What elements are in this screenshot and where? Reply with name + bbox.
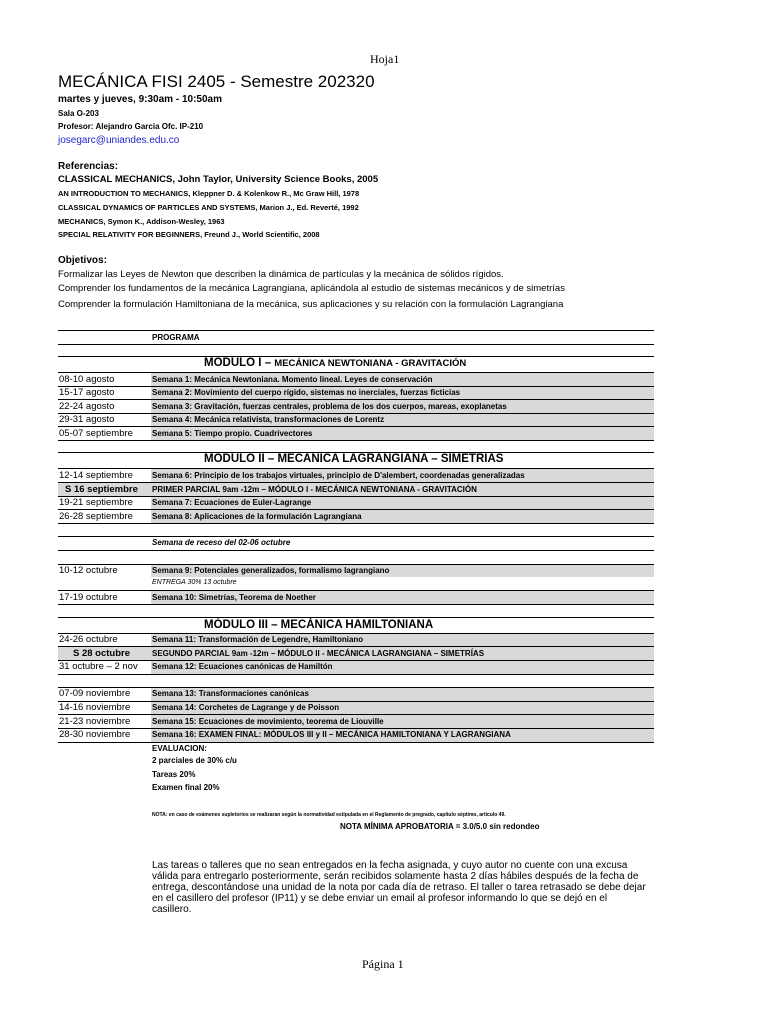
row-date: 28-30 noviembre [59,729,131,740]
table-rule [58,386,654,387]
reference-item: CLASSICAL DYNAMICS OF PARTICLES AND SYSTEMS, Marion J., Ed. Reverté, 1992 [58,203,359,212]
policy-line: entrega, descontándose una unidad de la nota por cada día de retraso. El taller o tarea retrasado se debe dejar [152,882,646,893]
objective-item: Comprender los fundamentos de la mecánica Lagrangiana, aplicándola al estudio de sistemas mecánicos y de simetrías [58,283,565,294]
table-rule [58,426,654,427]
min-grade: NOTA MÍNIMA APROBATORIA = 3.0/5.0 sin redondeo [340,822,540,831]
exam-description: SEGUNDO PARCIAL 9am -12m – MÓDULO II - MECÁNICA LAGRANGIANA – SIMETRÍAS [152,649,485,658]
table-rule [58,550,654,551]
row-topic: Semana 1: Mecánica Newtoniana. Momento lineal. Leyes de conservación [152,375,433,384]
exam-date: S 16 septiembre [65,484,138,495]
reference-item: SPECIAL RELATIVITY FOR BEGINNERS, Freund J., World Scientific, 2008 [58,230,320,239]
table-rule [58,674,654,675]
table-rule [58,523,654,524]
row-topic: Semana 13: Transformaciones canónicas [152,689,309,698]
course-title: MECÁNICA FISI 2405 - Semestre 202320 [58,72,375,91]
row-topic: Semana 5: Tiempo propio. Cuadrivectores [152,429,313,438]
row-topic: Semana 8: Aplicaciones de la formulación Lagrangiana [152,512,362,521]
evaluation-item: Examen final 20% [152,783,220,792]
page-header: Hoja1 [370,52,400,66]
evaluation-item: 2 parciales de 30% c/u [152,756,237,765]
row-topic: Semana 4: Mecánica relativista, transformaciones de Lorentz [152,415,385,424]
recess-note: Semana de receso del 02-06 octubre [152,538,291,547]
module-1-heading: MODULO I – MECÁNICA NEWTONIANA - GRAVITACIÓN [204,357,467,369]
policy-line: válida para entregarlo posteriormente, serán recibidos solamente hasta 2 días hábiles después de la fecha de [152,871,639,882]
row-date: 17-19 octubre [59,592,118,603]
policy-line: en el casillero del profesor (IP11) y se debe enviar un email al profesor informando lo que se dejó en el [152,893,608,904]
row-date: 12-14 septiembre [59,470,133,481]
row-topic: Semana 3: Gravitación, fuerzas centrales, problema de los dos cuerpos, mareas, exoplanetas [152,402,507,411]
professor: Profesor: Alejandro Garcia Ofc. IP-210 [58,122,204,131]
row-topic: Semana 14: Corchetes de Lagrange y de Poisson [152,703,340,712]
references-heading: Referencias: [58,161,119,172]
objective-item: Formalizar las Leyes de Newton que describen la dinámica de partículas y la mecánica de sólidos rígidos. [58,269,504,280]
page-footer: Página 1 [362,957,404,971]
row-topic: Semana 10: Simetrías, Teorema de Noether [152,593,316,602]
reference-item: MECHANICS, Symon K., Addison-Wesley, 1963 [58,217,225,226]
row-date: 29-31 agosto [59,414,115,425]
row-date: 14-16 noviembre [59,702,131,713]
module-3-heading: MÓDULO III – MECÁNICA HAMILTONIANA [204,619,434,631]
table-rule [58,714,654,715]
row-topic: Semana 12: Ecuaciones canónicas de Hamiltón [152,662,333,671]
table-rule [58,413,654,414]
objectives-heading: Objetivos: [58,255,107,266]
table-rule [58,344,654,345]
row-date: 10-12 octubre [59,565,118,576]
policy-line: casillero. [152,904,192,915]
table-rule [58,330,654,331]
row-topic: Semana 9: Potenciales generalizados, formalismo lagrangiano [152,566,390,575]
row-topic: Semana 15: Ecuaciones de movimiento, teorema de Liouville [152,717,384,726]
table-rule [58,536,654,537]
row-date: 31 octubre – 2 nov [59,661,138,672]
schedule: martes y jueves, 9:30am - 10:50am [58,94,222,105]
reference-item: CLASSICAL MECHANICS, John Taylor, University Science Books, 2005 [58,174,379,185]
row-topic: Semana 6: Principio de los trabajos virtuales, principio de D'alembert, coordenadas generalizadas [152,471,525,480]
row-date: 15-17 agosto [59,387,115,398]
row-topic: Semana 2: Movimiento del cuerpo rígido, sistemas no inerciales, fuerzas ficticias [152,388,461,397]
row-date: 08-10 agosto [59,374,115,385]
row-date: 22-24 agosto [59,401,115,412]
policy-line: Las tareas o talleres que no sean entregados en la fecha asignada, y cuyo autor no cuente con una excusa [152,860,628,871]
delivery-note: ENTREGA 30% 13 octubre [152,579,237,586]
row-topic: Semana 16: EXAMEN FINAL: MÓDULOS III y II – MECÁNICA HAMILTONIANA Y LAGRANGIANA [152,730,511,739]
table-rule [58,509,654,510]
row-date: 19-21 septiembre [59,497,133,508]
row-date: 26-28 septiembre [59,511,133,522]
row-topic: Semana 11: Transformación de Legendre, Hamiltoniano [152,635,364,644]
evaluation-heading: EVALUACION: [152,744,207,753]
table-rule [58,728,654,729]
row-date: 24-26 octubre [59,634,118,645]
exam-description: PRIMER PARCIAL 9am -12m – MÓDULO I - MECÁNICA NEWTONIANA - GRAVITACIÓN [152,485,477,494]
room: Sala O-203 [58,109,99,118]
exam-date: S 28 octubre [73,648,131,659]
program-label: PROGRAMA [152,333,200,342]
row-date: 21-23 noviembre [59,716,131,727]
table-rule [58,742,654,743]
evaluation-item: Tareas 20% [152,770,196,779]
row-date: 07-09 noviembre [59,688,131,699]
row-date: 05-07 septiembre [59,428,133,439]
table-rule [58,399,654,400]
table-rule [58,701,654,702]
supletorio-note: NOTA: en caso de exámenes supletorios se realizaran según la normatividad estipulada en el Reglamento de pregrado, capítulo séptimo, artículo 49. [152,812,506,818]
objective-item: Comprender la formulación Hamiltoniana de la mecánica, sus aplicaciones y su relación con la formulación Lagrangiana [58,299,564,310]
table-rule [58,440,654,441]
email-link[interactable]: josegarc@uniandes.edu.co [58,135,180,146]
table-rule [58,617,654,618]
reference-item: AN INTRODUCTION TO MECHANICS, Kleppner D. & Kolenkow R., Mc Graw Hill, 1978 [58,189,360,198]
table-rule [58,604,654,605]
row-topic: Semana 7: Ecuaciones de Euler-Lagrange [152,498,312,507]
module-2-heading: MODULO II – MECANICA LAGRANGIANA – SIMETRIAS [204,453,504,465]
